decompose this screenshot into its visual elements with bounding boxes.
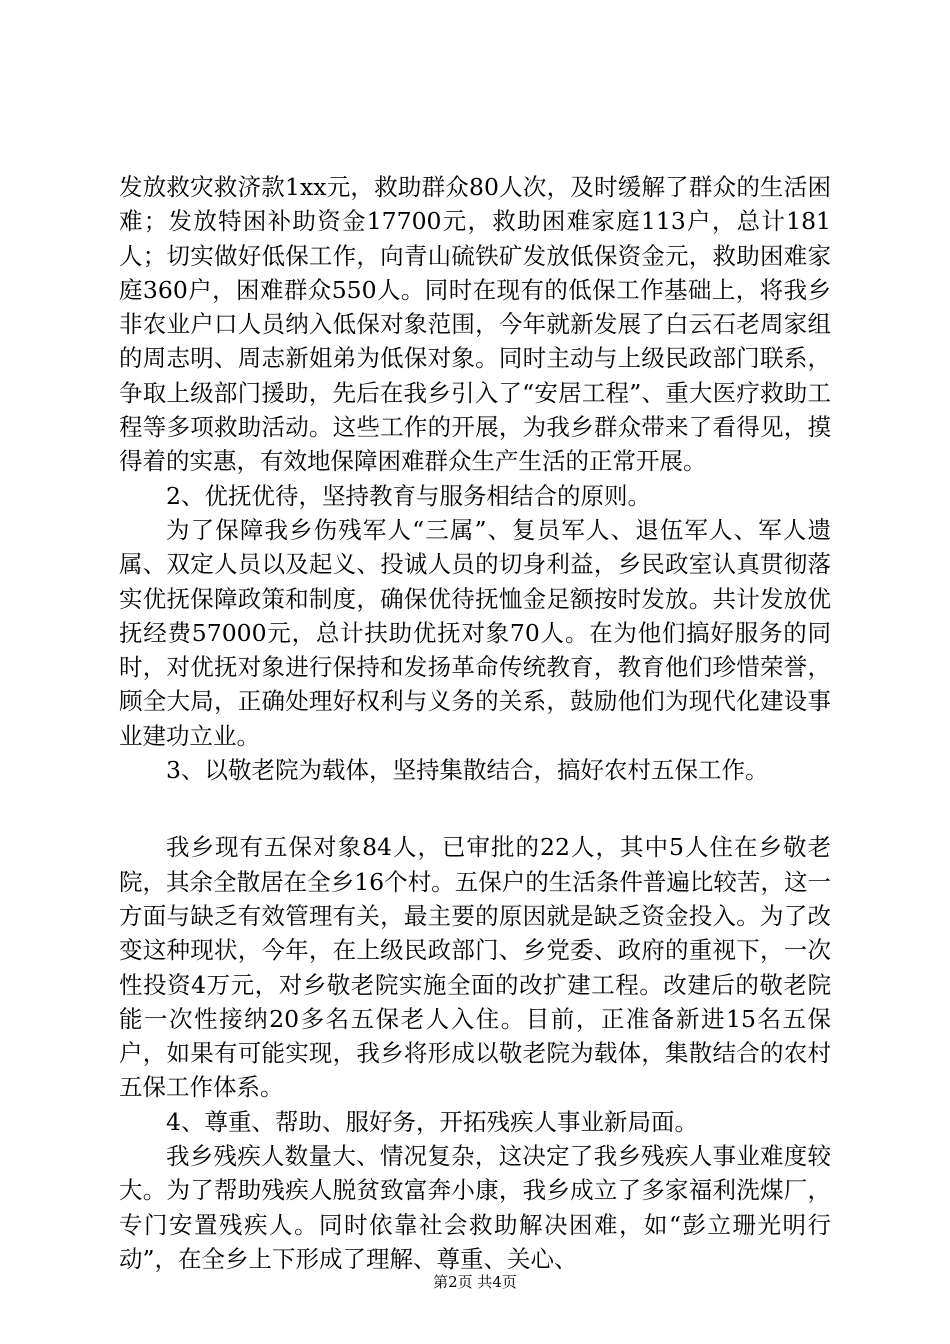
heading-preferential-care: 2、优抚优待，坚持教育与服务相结合的原则。 [166,481,651,510]
page-number-footer: 第2页 共4页 [433,1273,517,1291]
paragraph-five-guarantees: 我乡现有五保对象84人，已审批的22人，其中5人住在乡敬老院，其余全散居在全乡16个村。五保户的生活条件普遍比较苦，这一方面与缺乏有效管理有关，最主要的原因就是缺乏资金投入。为了改变这种现状，今年，在上级民政部门、乡党委、政府的重视下，一次性投资4万元，对乡敬老院实施全面的改扩建工程。改建后的敬老院能一次性接纳20多名五保老人入住。目前，正准备新进15名五保户，如果有可能实现，我乡将形成以敬老院为载体，集散结合的农村五保工作体系。 [119,833,831,1102]
heading-disabled-persons: 4、尊重、帮助、服好务，开拓残疾人事业新局面。 [166,1107,698,1136]
heading-nursing-home: 3、以敬老院为载体，坚持集散结合，搞好农村五保工作。 [166,756,769,785]
paragraph-disabled-persons: 我乡残疾人数量大、情况复杂，这决定了我乡残疾人事业难度较大。为了帮助残疾人脱贫致富奔小康，我乡成立了多家福利洗煤厂，专门安置残疾人。同时依靠社会救助解决困难，如“彭立珊光明行动”，在全乡上下形成了理解、尊重、关心、 [119,1142,831,1273]
document-body [119,170,831,1276]
paragraph-preferential-care: 为了保障我乡伤残军人“三属”、复员军人、退伍军人、军人遗属、双定人员以及起义、投诚人员的切身利益，乡民政室认真贯彻落实优抚保障政策和制度，确保优待抚恤金足额按时发放。共计发放优抚经费57000元，总计扶助优抚对象70人。在为他们搞好服务的同时，对优抚对象进行保持和发扬革命传统教育，教育他们珍惜荣誉，顾全大局，正确处理好权利与义务的关系，鼓励他们为现代化建设事业建功立业。 [119,515,831,750]
paragraph-relief-funds: 发放救灾救济款1xx元，救助群众80人次，及时缓解了群众的生活困难；发放特困补助资金17700元，救助困难家庭113户，总计181人；切实做好低保工作，向青山硫铁矿发放低保资金元，救助困难家庭360户，困难群众550人。同时在现有的低保工作基础上，将我乡非农业户口人员纳入低保对象范围，今年就新发展了白云石老周家组的周志明、周志新姐弟为低保对象。同时主动与上级民政部门联系，争取上级部门援助，先后在我乡引入了“安居工程”、重大医疗救助工程等多项救助活动。这些工作的开展，为我乡群众带来了看得见，摸得着的实惠，有效地保障困难群众生产生活的正常开展。 [119,173,831,476]
